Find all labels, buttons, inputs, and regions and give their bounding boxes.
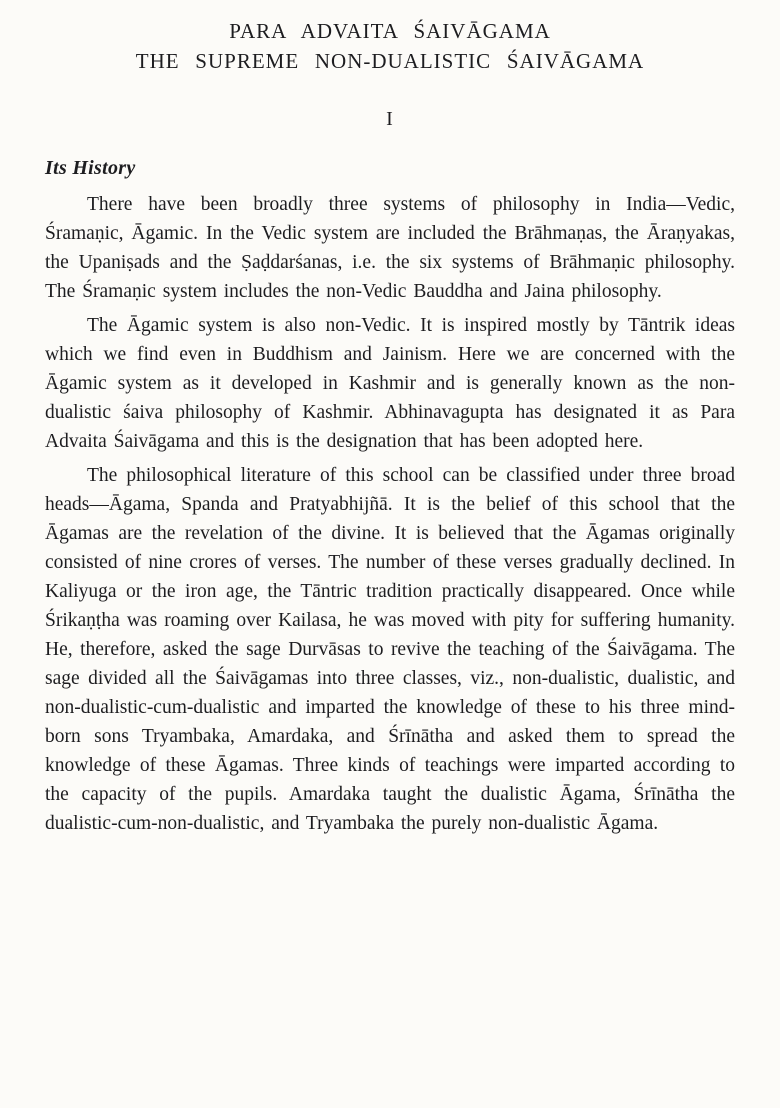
section-number: I	[386, 108, 394, 130]
section-heading: Its History	[45, 157, 136, 179]
body-text	[45, 190, 735, 838]
chapter-title	[45, 16, 735, 76]
title-line-2: THE SUPREME NON-DUALISTIC ŚAIVĀGAMA	[135, 49, 645, 73]
title-line-1: PARA ADVAITA ŚAIVĀGAMA	[229, 19, 551, 43]
paragraph-1: There have been broadly three systems of philosophy in India—Vedic, Śramaṇic, Āgamic. In the Vedic system are included the Brāhmaṇas, the Āraṇyakas, the Upaniṣads and the Ṣaḍdarśanas, i.e. the six systems of Brāhmaṇic philosophy. The Śramaṇic system includes the non-Vedic Bauddha and Jaina philosophy.	[45, 194, 735, 302]
paragraph-3: The philosophical literature of this school can be classified under three broad heads—Āgama, Spanda and Pratyabhijñā. It is the belief of this school that the Āgamas are the revelation of the divine. It is believed that the Āgamas originally consisted of nine crores of verses. The number of these verses gradually declined. In Kaliyuga or the iron age, the Tāntric tradition practically disappeared. Once while Śrikaṇṭha was roaming over Kailasa, he was moved with pity for suffering humanity. He, therefore, asked the sage Durvāsas to revive the teaching of the Śaivāgama. The sage divided all the Śaivāgamas into three classes, viz., non-dualistic, dualistic, and non-dualistic-cum-dualistic and imparted the knowledge of these to his three mind-born sons Tryambaka, Amardaka, and Śrīnātha and asked them to spread the knowledge of these Āgamas. Three kinds of teachings were imparted according to the capacity of the pupils. Amardaka taught the dualistic Āgama, Śrīnātha the dualistic-cum-non-dualistic, and Tryambaka the purely non-dualistic Āgama.	[45, 465, 735, 834]
paragraph-2: The Āgamic system is also non-Vedic. It is inspired mostly by Tāntrik ideas which we find even in Buddhism and Jainism. Here we are concerned with the Āgamic system as it developed in Kashmir and is generally known as the non-dualistic śaiva philosophy of Kashmir. Abhinavagupta has designated it as Para Advaita Śaivāgama and this is the designation that has been adopted here.	[45, 315, 735, 452]
